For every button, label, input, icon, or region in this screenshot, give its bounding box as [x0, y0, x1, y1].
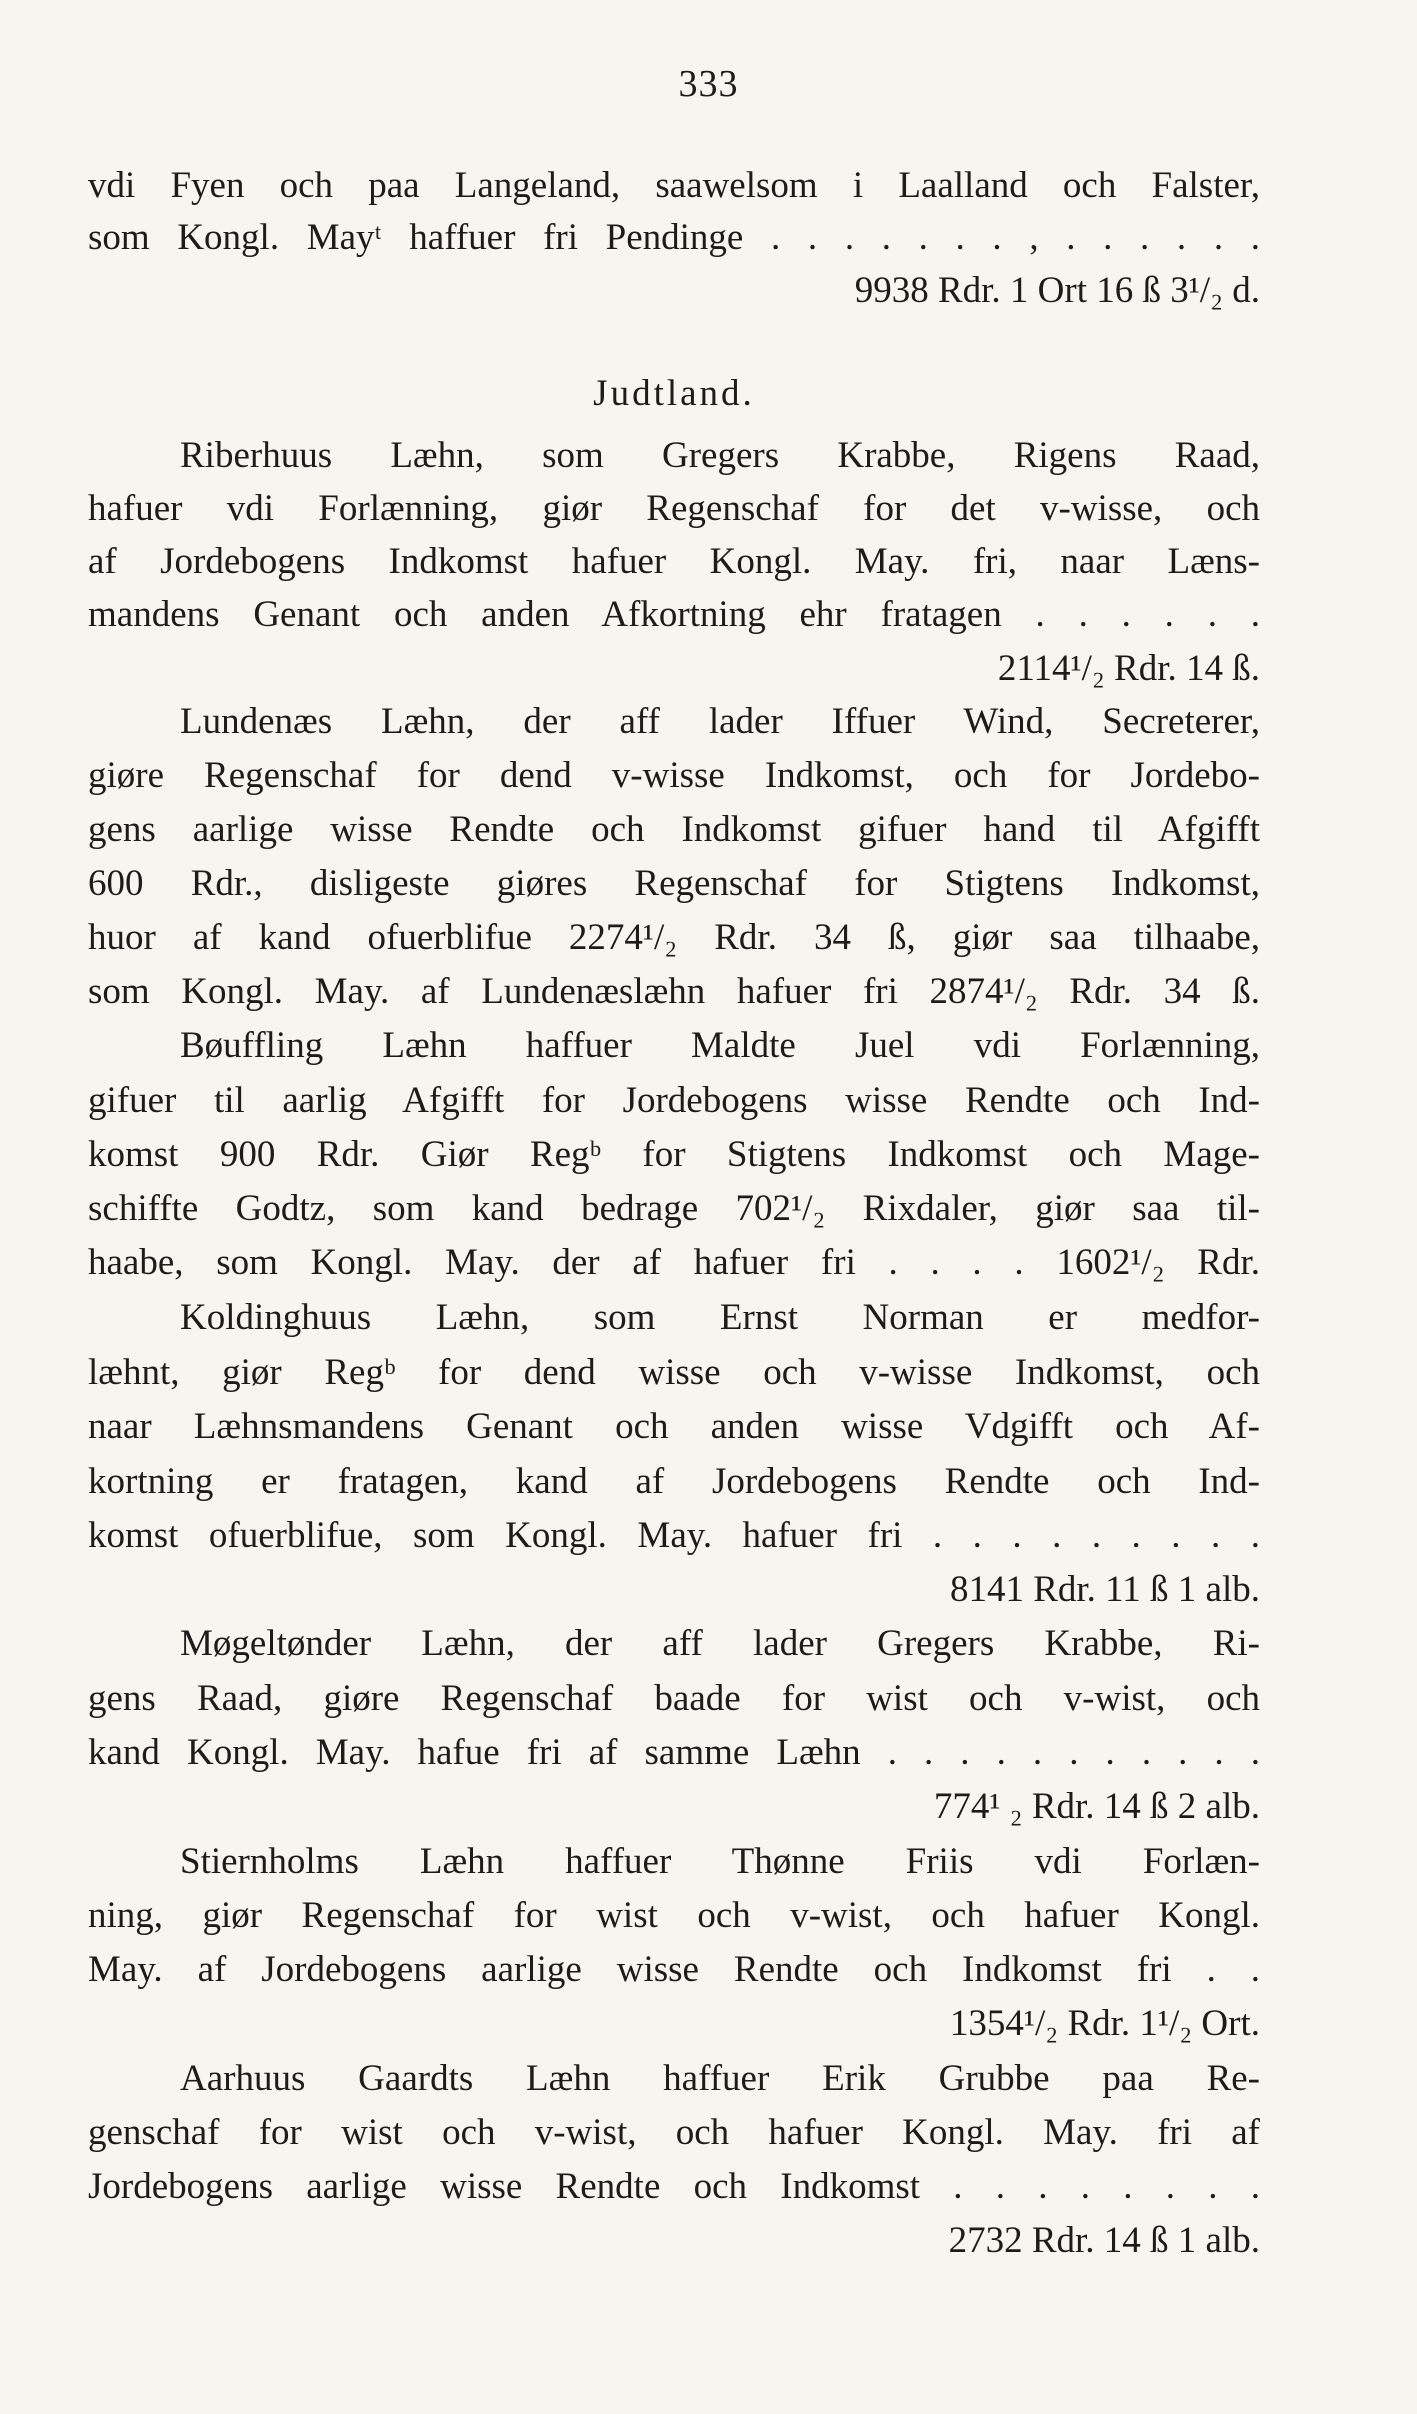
text-line: komst ofuerblifue, som Kongl. May. hafuer fri . . . . . . . . .	[88, 1515, 1260, 1556]
text-line: huor af kand ofuerblifue 2274¹/₂ Rdr. 34 ß, giør saa tilhaabe,	[88, 917, 1260, 958]
text-line: komst 900 Rdr. Giør Regᵇ for Stigtens Indkomst och Mage-	[88, 1134, 1260, 1175]
text-line: naar Læhnsmandens Genant och anden wisse Vdgifft och Af-	[88, 1406, 1260, 1447]
amount-line: 9938 Rdr. 1 Ort 16 ß 3¹/₂ d.	[854, 270, 1260, 311]
text-line: Jordebogens aarlige wisse Rendte och Indkomst . . . . . . . .	[88, 2166, 1260, 2207]
text-line: ning, giør Regenschaf for wist och v-wist, och hafuer Kongl.	[88, 1895, 1260, 1936]
text-line: schiffte Godtz, som kand bedrage 702¹/₂ Rixdaler, giør saa til-	[88, 1188, 1260, 1229]
text-line: Lundenæs Læhn, der aff lader Iffuer Wind, Secreterer,	[180, 701, 1260, 742]
text-line: Møgeltønder Læhn, der aff lader Gregers Krabbe, Ri-	[180, 1623, 1260, 1664]
amount-line: 2114¹/₂ Rdr. 14 ß.	[997, 648, 1260, 689]
text-line: Riberhuus Læhn, som Gregers Krabbe, Rigens Raad,	[180, 435, 1260, 476]
text-line: gifuer til aarlig Afgifft for Jordebogens wisse Rendte och Ind-	[88, 1080, 1260, 1121]
text-line: Bøuffling Læhn haffuer Maldte Juel vdi Forlænning,	[180, 1025, 1260, 1066]
text-line: som Kongl. May. af Lundenæslæhn hafuer fri 2874¹/₂ Rdr. 34 ß.	[88, 971, 1260, 1012]
text-line: May. af Jordebogens aarlige wisse Rendte och Indkomst fri . .	[88, 1949, 1260, 1990]
section-heading: Judtland.	[593, 373, 755, 414]
amount-line: 2732 Rdr. 14 ß 1 alb.	[948, 2220, 1260, 2261]
text-line: af Jordebogens Indkomst hafuer Kongl. May. fri, naar Læns-	[88, 541, 1260, 582]
text-line: gens aarlige wisse Rendte och Indkomst gifuer hand til Afgifft	[88, 809, 1260, 850]
text-line: mandens Genant och anden Afkortning ehr fratagen . . . . . .	[88, 594, 1260, 635]
text-line: kortning er fratagen, kand af Jordebogens Rendte och Ind-	[88, 1461, 1260, 1502]
text-line: Aarhuus Gaardts Læhn haffuer Erik Grubbe paa Re-	[180, 2058, 1260, 2099]
text-line: Koldinghuus Læhn, som Ernst Norman er medfor-	[180, 1297, 1260, 1338]
text-line: vdi Fyen och paa Langeland, saawelsom i Laalland och Falster,	[88, 165, 1260, 206]
amount-line: 8141 Rdr. 11 ß 1 alb.	[949, 1569, 1260, 1610]
text-line: haabe, som Kongl. May. der af hafuer fri . . . . 1602¹/₂ Rdr.	[88, 1242, 1260, 1283]
text-line: hafuer vdi Forlænning, giør Regenschaf for det v-wisse, och	[88, 488, 1260, 529]
text-line: 600 Rdr., disligeste giøres Regenschaf for Stigtens Indkomst,	[88, 863, 1260, 904]
text-line: Stiernholms Læhn haffuer Thønne Friis vdi Forlæn-	[180, 1841, 1260, 1882]
page-number: 333	[678, 63, 739, 105]
text-line: genschaf for wist och v-wist, och hafuer Kongl. May. fri af	[88, 2112, 1260, 2153]
text-line: gens Raad, giøre Regenschaf baade for wist och v-wist, och	[88, 1678, 1260, 1719]
text-line: kand Kongl. May. hafue fri af samme Læhn . . . . . . . . . . .	[88, 1732, 1260, 1773]
amount-line: 1354¹/₂ Rdr. 1¹/₂ Ort.	[949, 2003, 1260, 2044]
amount-line: 774¹ ₂ Rdr. 14 ß 2 alb.	[933, 1786, 1260, 1827]
text-line: som Kongl. Mayᵗ haffuer fri Pendinge . . . . . . . , . . . . . .	[88, 217, 1260, 258]
text-line: giøre Regenschaf for dend v-wisse Indkomst, och for Jordebo-	[88, 755, 1260, 796]
text-line: læhnt, giør Regᵇ for dend wisse och v-wisse Indkomst, och	[88, 1352, 1260, 1393]
